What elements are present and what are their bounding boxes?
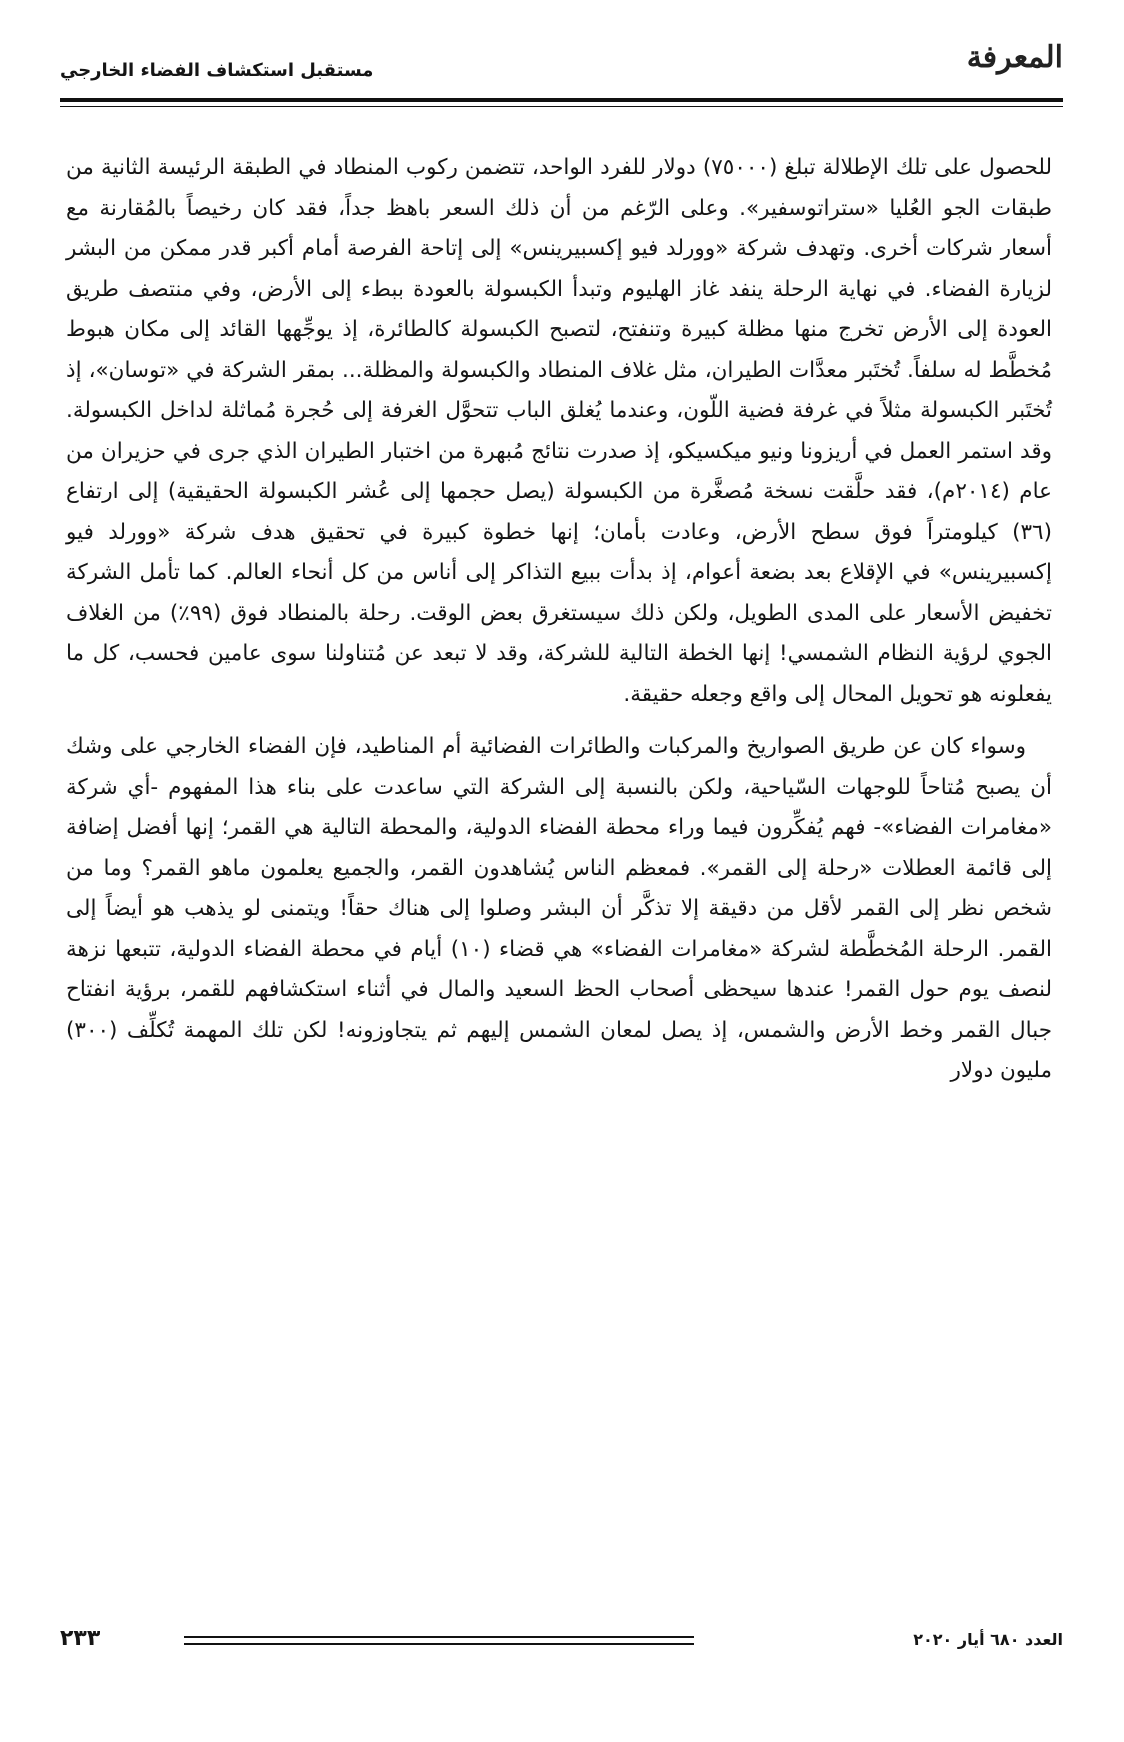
running-title: مستقبل استكشاف الفضاء الخارجي [60, 60, 374, 81]
article-body [66, 148, 1052, 1092]
issue-info: العدد ٦٨٠ أيار ٢٠٢٠ [913, 1630, 1063, 1649]
footer-rule-upper [184, 1636, 694, 1638]
header-rule-thin [60, 106, 1063, 107]
page-header [60, 40, 1063, 96]
footer-rule-lower [184, 1643, 694, 1645]
page-footer [60, 1626, 1063, 1656]
paragraph-2: وسواء كان عن طريق الصواريخ والمركبات والطائرات الفضائية أم المناطيد، فإن الفضاء الخارجي على وشك أن يصبح مُتاحاً للوجهات السّياحية، ولكن بالنسبة إلى الشركة التي ساعدت على بناء هذا المفهوم -أي شركة «مغامرات الفضاء»- فهم يُفكِّرون فيما وراء محطة الفضاء الدولية، والمحطة التالية هي القمر؛ إنها أفضل إضافة إلى قائمة العطلات «رحلة إلى القمر». فمعظم الناس يُشاهدون القمر، والجميع يعلمون ماهو القمر؟ وما من شخص نظر إلى القمر لأقل من دقيقة إلا تذكَّر أن البشر وصلوا إلى هناك حقاً! ويتمنى لو يذهب هو أيضاً إلى القمر. الرحلة المُخطَّطة لشركة «مغامرات الفضاء» هي قضاء (١٠) أيام في محطة الفضاء الدولية، تتبعها نزهة لنصف يوم حول القمر! عندها سيحظى أصحاب الحظ السعيد والمال في أثناء استكشافهم للقمر، برؤية انفتاح جبال القمر وخط الأرض والشمس، إذ يصل لمعان الشمس إليهم ثم يتجاوزونه! لكن تلك المهمة تُكلِّف (٣٠٠) مليون دولار [66, 734, 1052, 1083]
magazine-logo: المعرفة [966, 40, 1063, 75]
paragraph-1: للحصول على تلك الإطلالة تبلغ (٧٥٠٠٠) دولار للفرد الواحد، تتضمن ركوب المنطاد في الطبقة الرئيسة الثانية من طبقات الجو العُليا «ستراتوسفير». وعلى الرّغم من أن ذلك السعر باهظ جداً، فقد كان رخيصاً بالمُقارنة مع أسعار شركات أخرى. وتهدف شركة «وورلد فيو إكسبيرينس» إلى إتاحة الفرصة أمام أكبر قدر ممكن من البشر لزيارة الفضاء. في نهاية الرحلة ينفد غاز الهليوم وتبدأ الكبسولة بالعودة ببطء إلى الأرض، وفي منتصف طريق العودة إلى الأرض تخرج منها مظلة كبيرة وتنفتح، لتصبح الكبسولة كالطائرة، إذ يوجِّهها القائد إلى مكان هبوط مُخطَّط له سلفاً. تُختَبر معدَّات الطيران، مثل غلاف المنطاد والكبسولة والمظلة... بمقر الشركة في «توسان»، إذ تُختَبر الكبسولة مثلاً في غرفة فضية اللّون، وعندما يُغلق الباب تتحوَّل الغرفة إلى حُجرة مُماثلة لداخل الكبسولة. وقد استمر العمل في أريزونا ونيو ميكسيكو، إذ صدرت نتائج مُبهرة من اختبار الطيران الذي جرى في حزيران من عام (٢٠١٤م)، فقد حلَّقت نسخة مُصغَّرة من الكبسولة (يصل حجمها إلى عُشر الكبسولة الحقيقية) إلى ارتفاع (٣٦) كيلومتراً فوق سطح الأرض، وعادت بأمان؛ إنها خطوة كبيرة في تحقيق هدف شركة «وورلد فيو إكسبيرينس» في الإقلاع بعد بضعة أعوام، إذ بدأت ببيع التذاكر إلى أناس من كل أنحاء العالم. كما تأمل الشركة تخفيض الأسعار على المدى الطويل، ولكن ذلك سيستغرق بعض الوقت. رحلة بالمنطاد فوق (٩٩٪) من الغلاف الجوي لرؤية النظام الشمسي! إنها الخطة التالية للشركة، وقد لا تبعد عن مُتناولنا سوى عامين فحسب، كل ما يفعلونه هو تحويل المحال إلى واقع وجعله حقيقة. [66, 155, 1053, 707]
header-rule-thick [60, 98, 1063, 102]
page-number: ٢٣٣ [60, 1626, 101, 1651]
